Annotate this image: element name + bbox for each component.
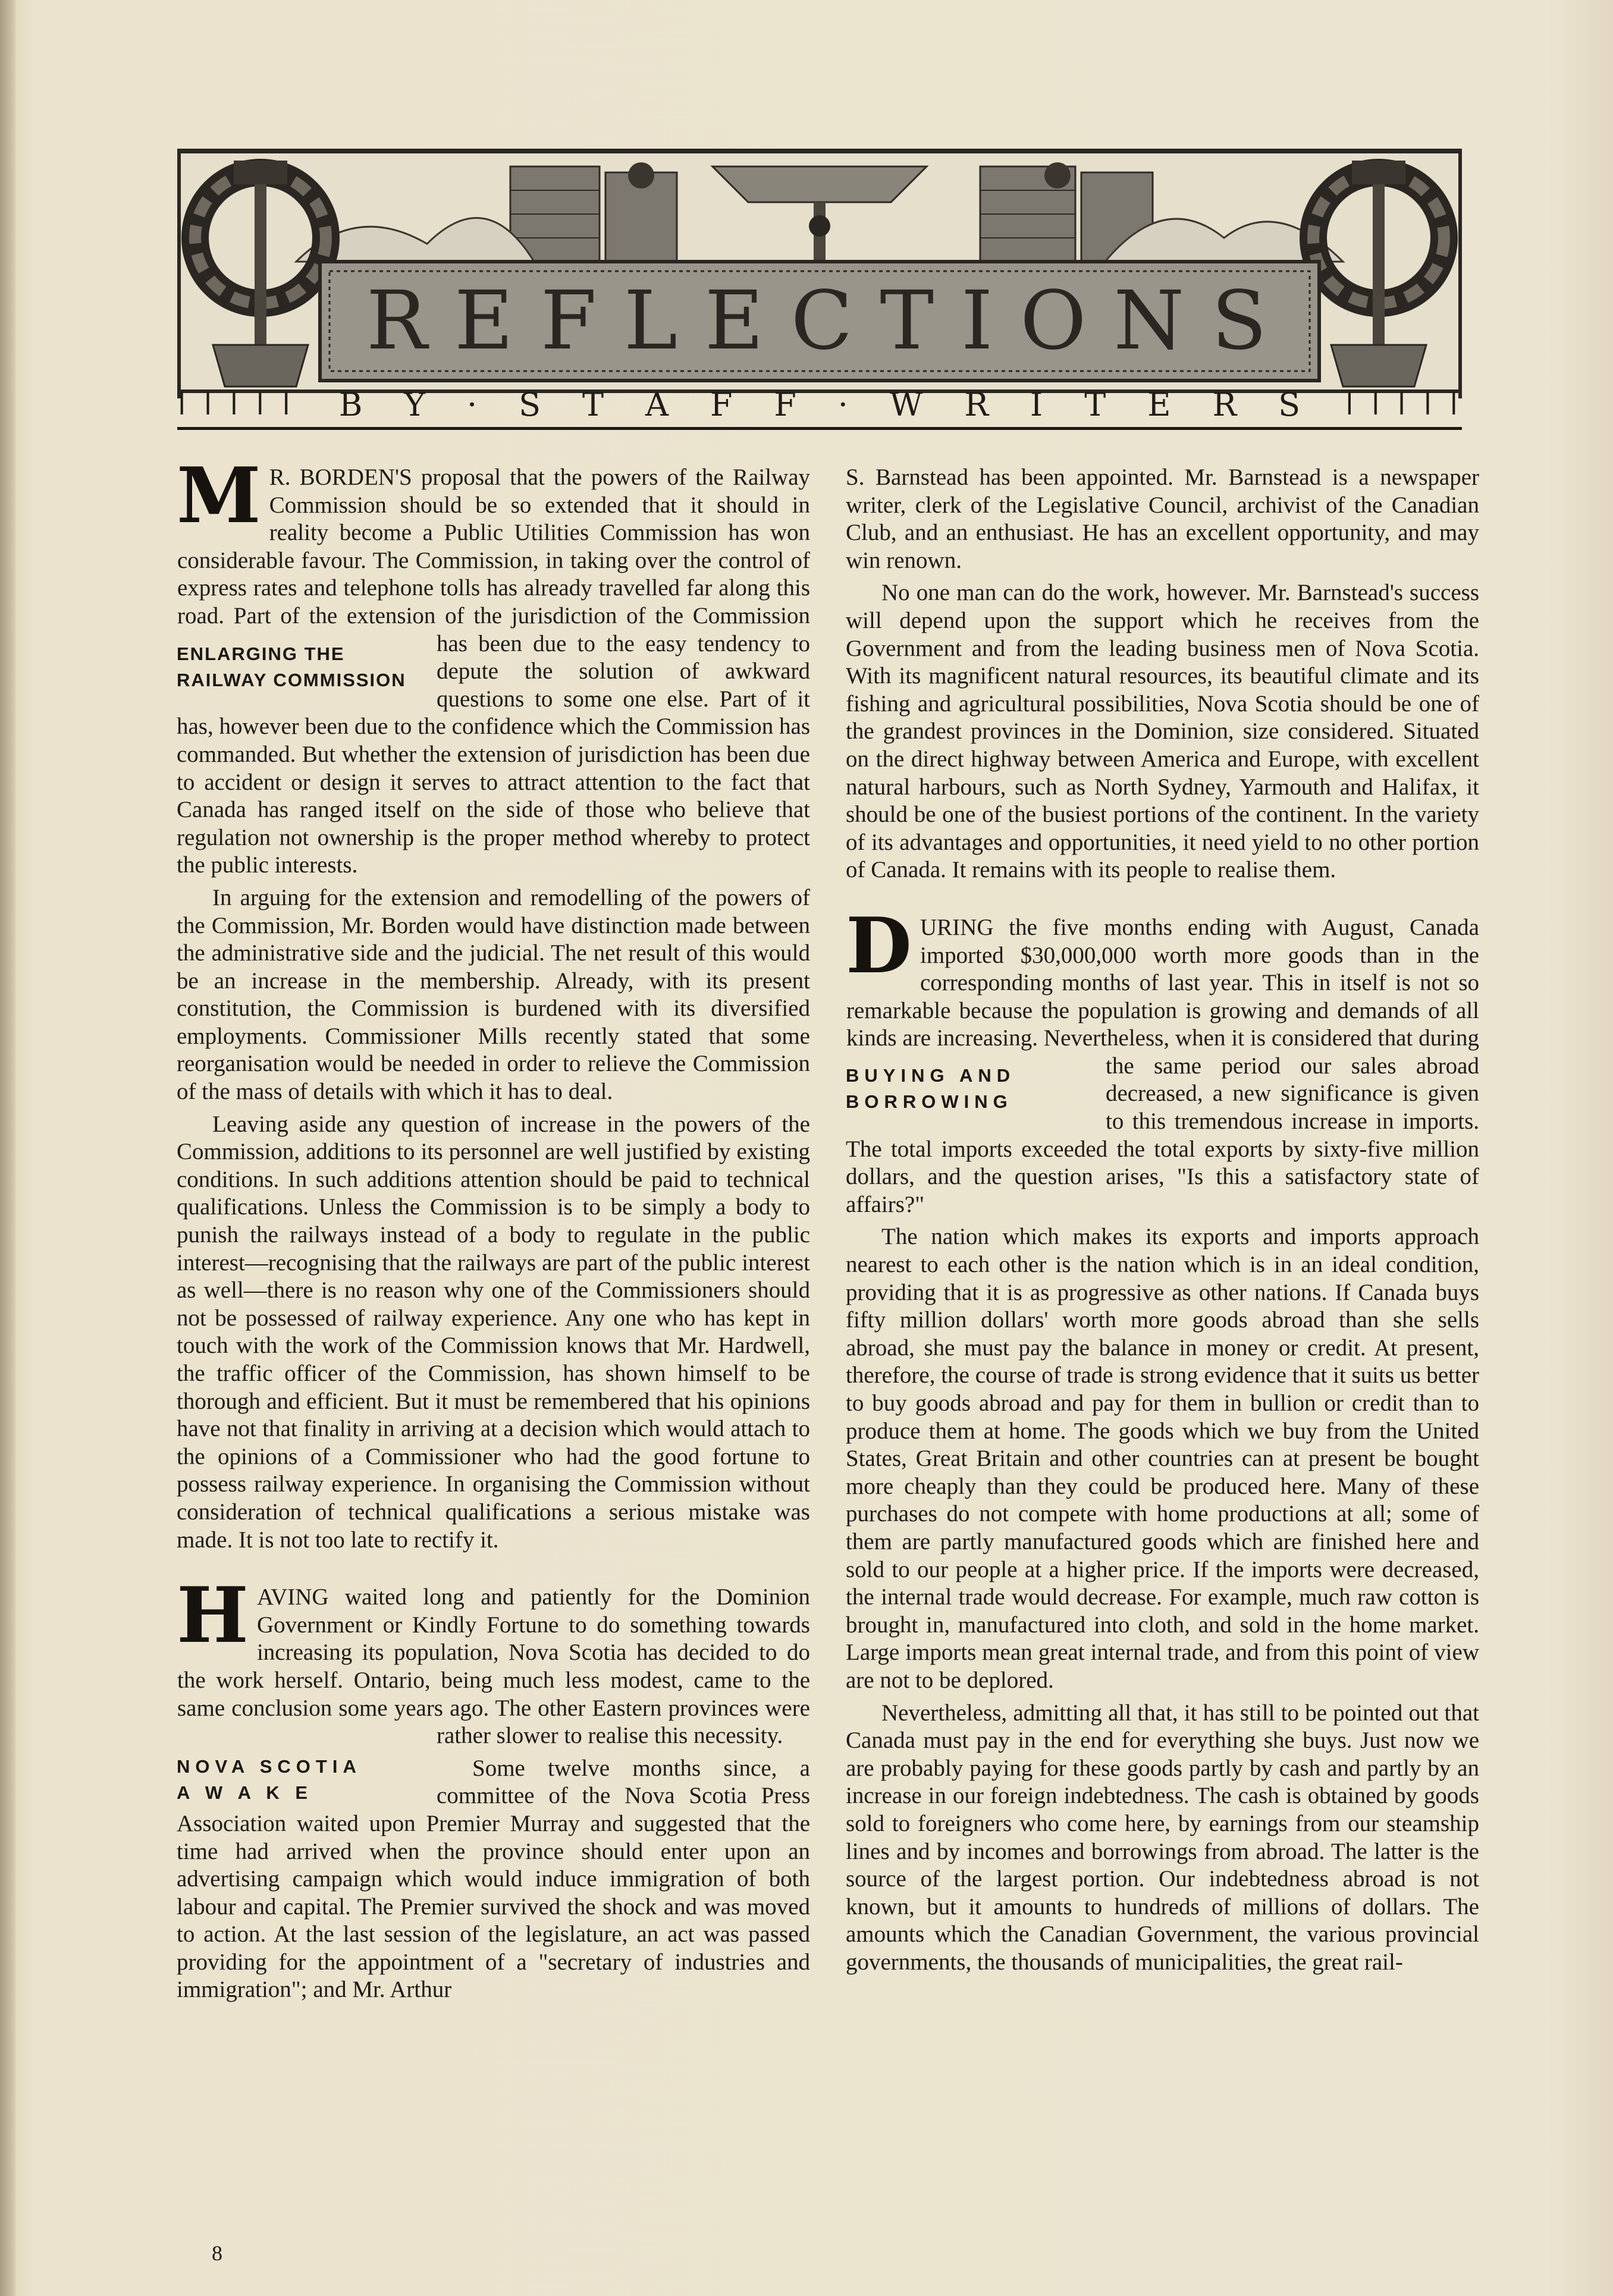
article-paragraph: AVING waited long and patiently for the Dominion Government or Kindly Fortune to do something towards increasing its population, Nova Scotia has decided to do the work herself. Ontario, being much less modest, came to the same conclusion some years ago. The other Eastern provinces were rather slower to realise this necessity.	[177, 1584, 810, 1749]
title-letter: E	[704, 274, 770, 368]
side-heading-line: A W A K E	[177, 1782, 313, 1804]
title-letter: R	[366, 274, 434, 368]
title-letter: L	[623, 274, 684, 368]
byline-letter: ·	[466, 385, 478, 423]
title-letter: S	[1211, 274, 1273, 368]
masthead-banner	[177, 149, 1462, 428]
drop-cap: H	[177, 1571, 249, 1661]
article-paragraph: R. BORDEN'S proposal that the powers of the Railway Commission should be so extended that it should in reality become a Public Utilities Commission has won considerable favour. The Commission, in taking over the control of express rates and telephone tolls has already travelled far along this road. Part of the extension of the jurisdiction of the Commission has been due to the easy tendency to depute the solution of awkward questions to some one else. Part of it has, however been due to the confidence which the Commission has commanded. But whether the extension of jurisdiction has been due to accident or design it serves to attract attention to the fact that Canada has ranged itself on the side of those who believe that regulation not ownership is the proper method whereby to protect the public interests.	[177, 464, 810, 878]
left-column	[177, 451, 810, 2176]
byline-letter: B	[338, 385, 363, 423]
side-heading	[846, 1063, 1093, 1115]
byline-ticks-right: ǀ ǀ ǀ ǀ ǀ	[1345, 387, 1462, 422]
byline-letter: R	[964, 385, 988, 423]
article-paragraph: Some twelve months since, a committee of the Nova Scotia Press Association waited upon Premier Murray and suggested that the time had arrived when the province should enter upon an advertising campaign which would induce immigration of both labour and capital. The Premier survived the shock and was moved to action. At the last session of the legislature, an act was passed providing for the appointment of a "secretary of industries and immigration"; and Mr. Arthur	[177, 1755, 810, 2003]
byline-letter: S	[1278, 385, 1301, 423]
right-column	[846, 464, 1479, 2176]
title-letter: N	[1113, 274, 1191, 368]
title-letter: I	[961, 274, 999, 368]
title-letter: E	[454, 274, 520, 368]
byline-letter: E	[1147, 385, 1171, 423]
masthead-rule	[177, 427, 1462, 430]
article-enlarging-railway-commission	[177, 451, 810, 1554]
title-letter: F	[540, 274, 603, 368]
article-nova-scotia-awake	[177, 1571, 810, 2004]
side-heading-line: RAILWAY COMMISSION	[177, 670, 406, 690]
side-heading-line: NOVA SCOTIA	[177, 1756, 362, 1777]
byline-letter: Y	[404, 385, 426, 423]
title-letter: T	[880, 274, 940, 368]
byline-letter: T	[1084, 385, 1106, 423]
byline-letter: F	[710, 385, 733, 423]
article-paragraph: The nation which makes its exports and imports approach nearest to each other is the nation which is in an ideal condition, providing that it is as progressive as other nations. If Canada buys fifty million dollars' worth more goods abroad than she sells abroad, she must pay the balance in money or credit. At present, therefore, the course of trade is strong evidence that it suits us better to buy goods abroad and pay for them in bullion or credit than to produce them at home. The goods which we buy from the United States, Great Britain and other countries can at present be bought more cheaply than they could be produced here. Many of these purchases do not compete with home productions at all; some of them are partly manufactured goods which are finished here and sold to our people at a higher price. If the imports were decreased, the internal trade would decrease. For example, much raw cotton is brought in, manufactured into cloth, and sold in the home market. Large imports mean great internal trade, and from this point of view are not to be deplored.	[846, 1224, 1479, 1693]
article-buying-and-borrowing	[846, 901, 1479, 1977]
byline-letter: I	[1030, 385, 1043, 423]
title-letter: O	[1020, 274, 1093, 368]
side-heading-line: ENLARGING THE	[177, 643, 345, 664]
byline-letter: T	[582, 385, 604, 423]
masthead-title	[320, 262, 1319, 381]
byline-letter: F	[774, 385, 796, 423]
side-heading	[177, 641, 423, 693]
article-paragraph: URING the five months ending with August, Canada imported $30,000,000 worth more goods than in the corresponding months of last year. This in itself is not so remarkable because the population is growing and demands of all kinds are increasing. Nevertheless, when it is considered that during the same period our sales abroad decreased, a new significance is given to this tremendous increase in imports. The total imports exceeded the total exports by sixty-five million dollars, and the question arises, "Is this a satisfactory state of affairs?"	[846, 914, 1479, 1217]
article-paragraph: Leaving aside any question of increase in the powers of the Commission, additions to its personnel are well justified by existing conditions. In such additions attention should be paid to technical qualifications. Unless the Commission is to be simply a body to punish the railways instead of a body to regulate in the public interest—recognising that the railways are part of the public interest as well—there is no reason why one of the Commissioners should not be possessed of railway experience. Any one who has kept in touch with the work of the Commission knows that Mr. Hardwell, the traffic officer of the Commission, has shown himself to be thorough and efficient. But it must be remembered that his opinions have not that finality in arriving at a decision which would attach to the opinions of a Commissioner who had the good fortune to possess railway experience. In organising the Commission without consideration of technical qualifications a serious mistake was made. It is not too late to rectify it.	[177, 1111, 810, 1553]
article-paragraph: In arguing for the extension and remodelling of the powers of the Commission, Mr. Borden would have distinction made between the administrative side and the judicial. The net result of this would be an increase in the membership. Already, with its present constitution, the Commission is burdened with its diversified employments. Commissioner Mills recently stated that some reorganisation would be needed in order to relieve the Commission of the mass of details with which it has to deal.	[177, 884, 810, 1105]
byline-letter: W	[889, 385, 923, 423]
article-paragraph: S. Barnstead has been appointed. Mr. Barnstead is a newspaper writer, clerk of the Legislative Council, archivist of the Canadian Club, and an enthusiast. He has an excellent opportunity, and may win renown.	[846, 464, 1479, 573]
side-heading	[177, 1754, 423, 1806]
article-paragraph: No one man can do the work, however. Mr. Barnstead's success will depend upon the support which he receives from the Government and from the leading business men of Nova Scotia. With its magnificent natural resources, its beautiful climate and its fishing and agricultural possibilities, Nova Scotia should be one of the grandest provinces in the Dominion, size considered. Situated on the direct highway between America and Europe, with excellent natural harbours, such as North Sydney, Yarmouth and Halifax, it should be one of the busiest portions of the continent. In the variety of its advantages and opportunities, it need yield to no other portion of Canada. It remains with its people to realise them.	[846, 580, 1479, 883]
byline-ticks-left: ǀ ǀ ǀ ǀ ǀ	[177, 387, 294, 422]
title-letter: C	[790, 274, 859, 368]
byline-letter: S	[519, 385, 541, 423]
byline-letter: R	[1212, 385, 1237, 423]
page-number: 8	[212, 2241, 222, 2265]
page-edge-shadow	[0, 0, 15, 2296]
side-heading-line: BORROWING	[846, 1091, 1013, 1112]
drop-cap: M	[177, 451, 261, 541]
byline-words	[294, 386, 1345, 423]
article-paragraph: Nevertheless, admitting all that, it has still to be pointed out that Canada must pay in the end for everything she buys. Just now we are probably paying for these goods partly by cash and partly by an increase in our foreign indebtedness. The cash is obtained by goods sold to foreigners who come here, by earnings from our steamship lines and by incomes and borrowings from abroad. The latter is the source of the largest portion. Our indebtedness abroad is not known, but it amounts to hundreds of millions of dollars. The amounts which the Canadian Government, the various provincial governments, the thousands of municipalities, the great rail-	[846, 1700, 1479, 1975]
drop-cap: D	[846, 901, 912, 991]
byline-letter: A	[645, 385, 669, 423]
article-nova-scotia-awake-continued	[846, 464, 1479, 884]
byline-letter: ·	[837, 385, 848, 423]
byline	[177, 384, 1462, 425]
side-heading-line: BUYING AND	[846, 1064, 1016, 1086]
